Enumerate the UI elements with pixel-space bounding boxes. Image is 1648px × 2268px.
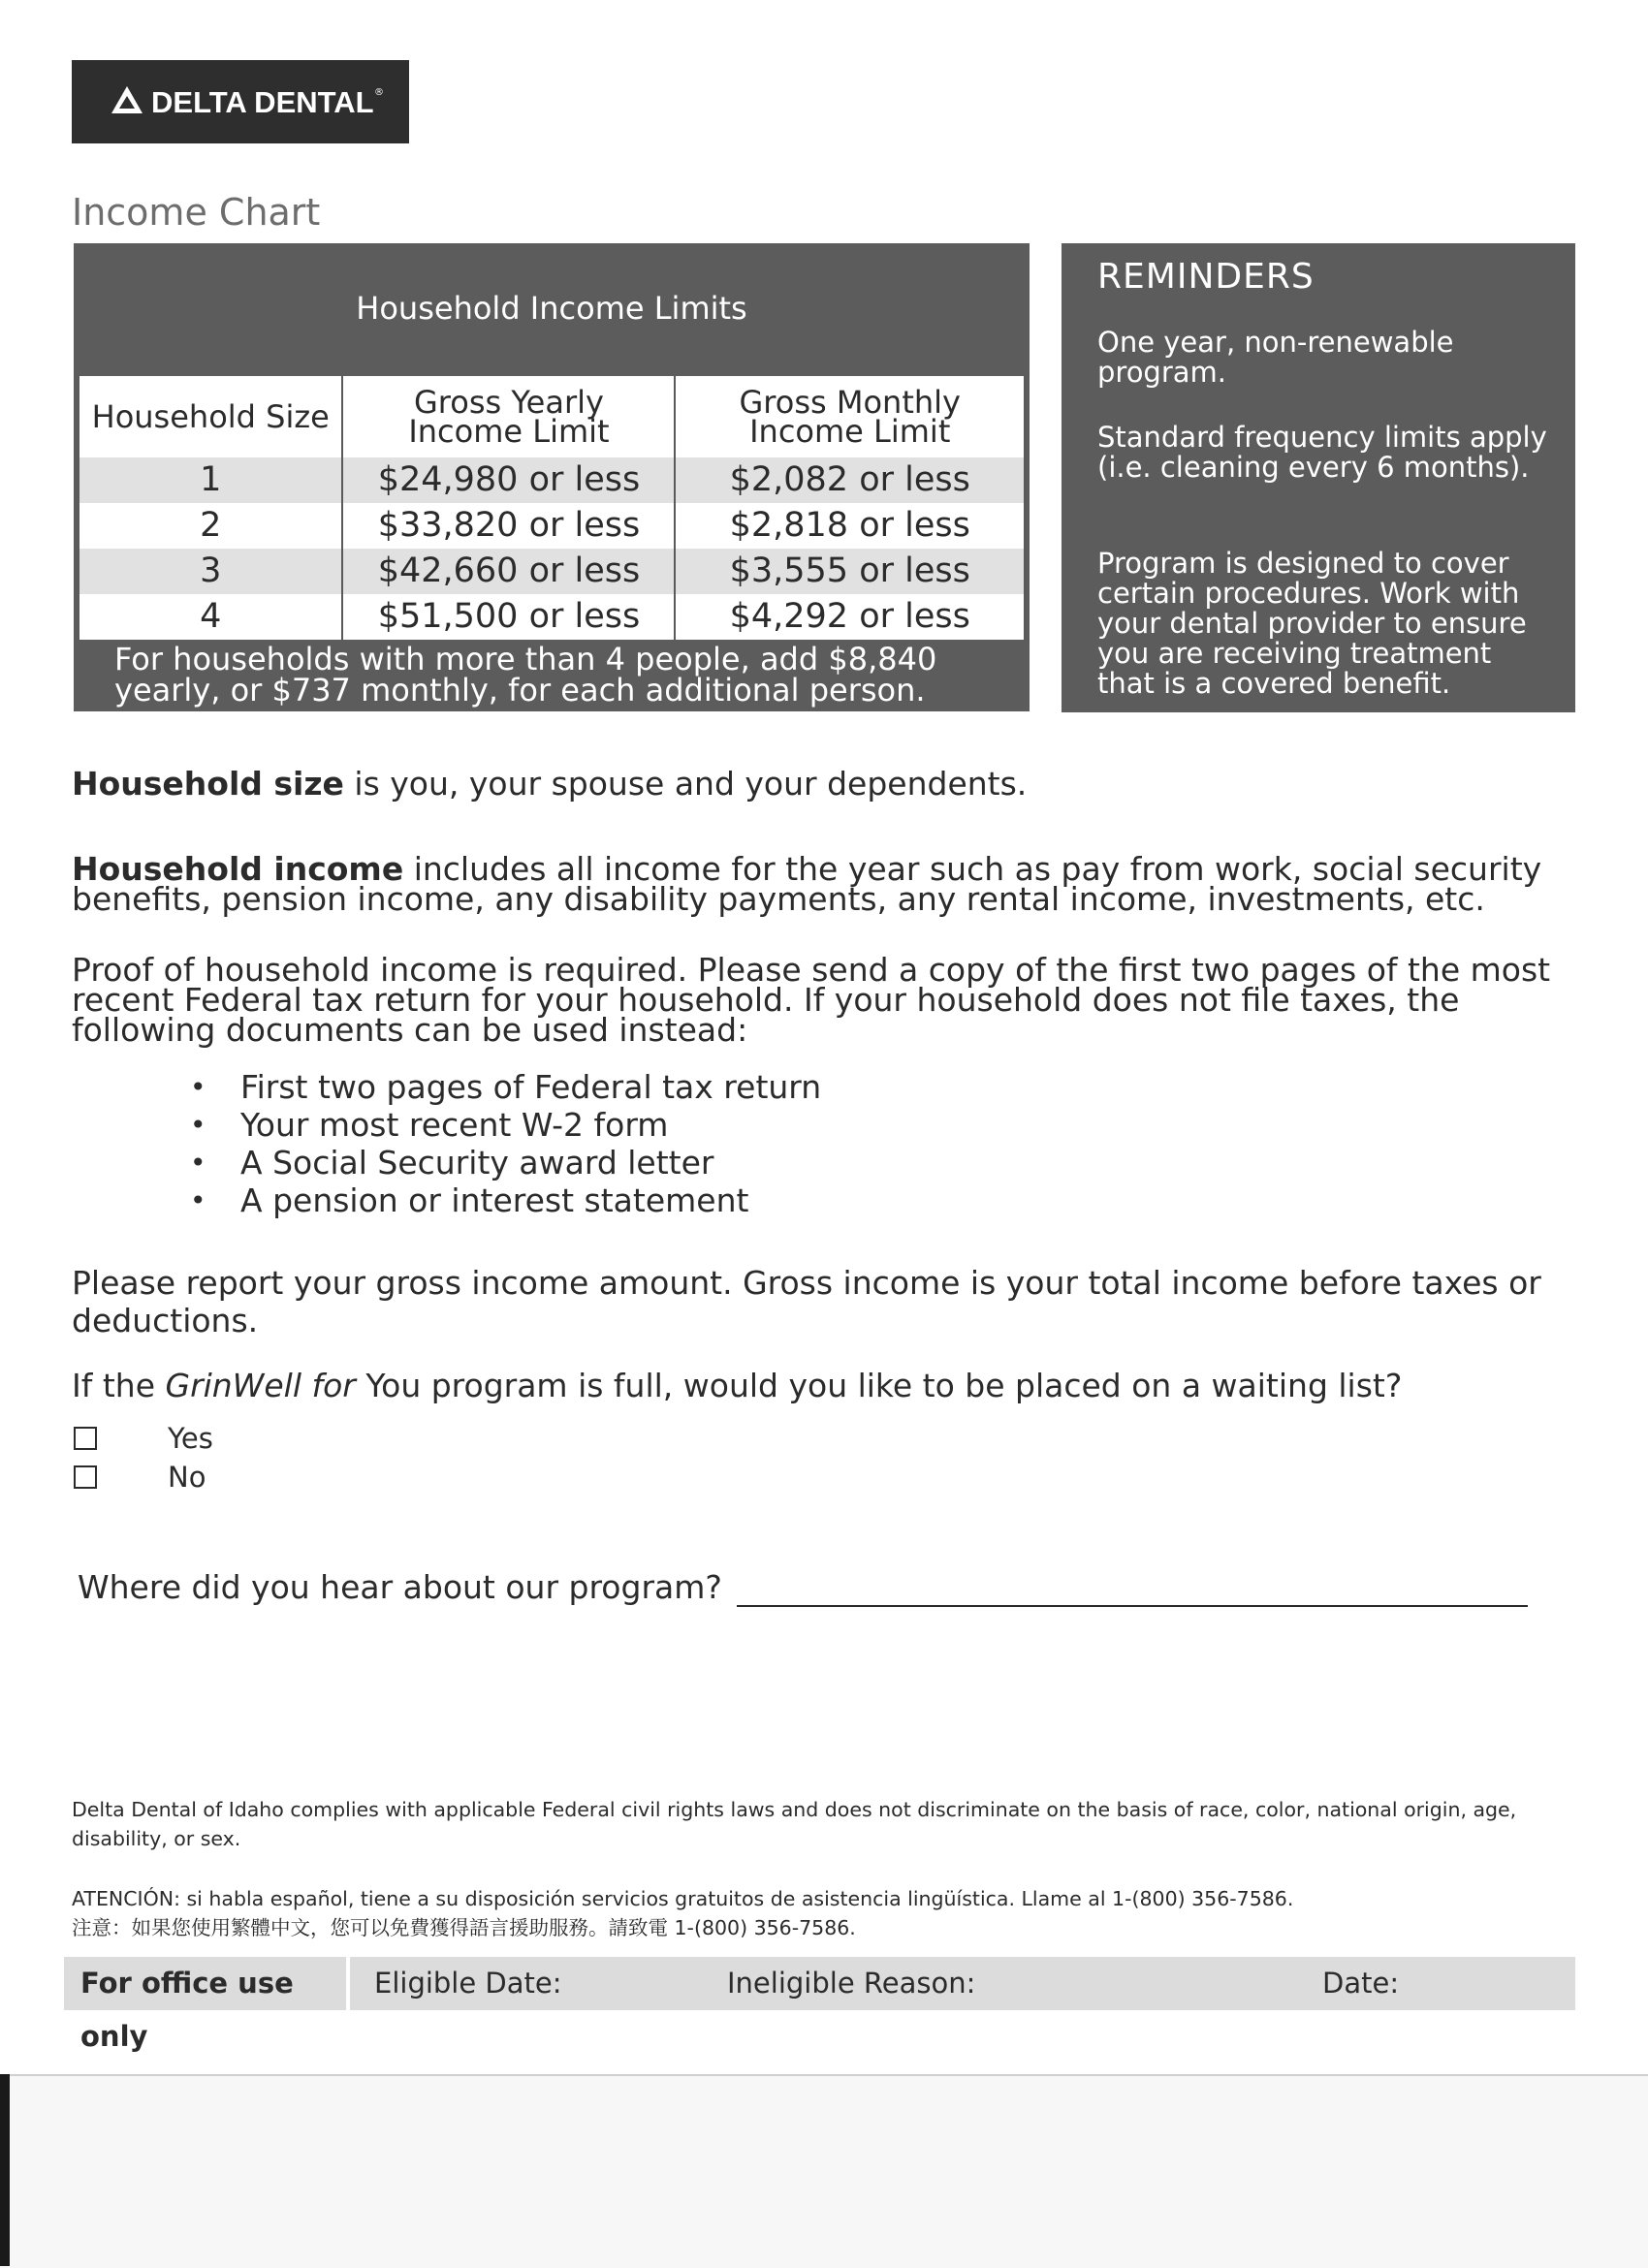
scan-left-shadow (0, 2074, 10, 2266)
reminder-item: Standard frequency limits apply (i.e. cleaning every 6 months). (1097, 421, 1547, 484)
yes-checkbox[interactable] (74, 1427, 97, 1450)
office-use-bar (64, 1957, 1575, 2053)
table-cell: $2,082 or less (675, 457, 1025, 503)
col-gross-yearly: Gross Yearly Income Limit (342, 376, 675, 457)
proof-of-income-paragraph: Proof of household income is required. Please send a copy of the first two pages of the most recent Federal tax return for your household. If your household does not file taxes, the following documents can be used instead: (72, 951, 1551, 1049)
table-cell: $51,500 or less (342, 594, 675, 640)
list-item: • Your most recent W-2 form (190, 1106, 821, 1144)
reminder-item: One year, non-renewable program. (1097, 326, 1454, 389)
waiting-list-question: If the GrinWell for You program is full, would you like to be placed on a waiting list? (72, 1367, 1403, 1404)
delta-dental-logo (72, 60, 409, 143)
program-name: GrinWell for (165, 1367, 356, 1404)
income-table-grid (78, 376, 1026, 640)
yes-label: Yes (168, 1422, 213, 1455)
ineligible-reason-field: Ineligible Reason: (727, 1967, 976, 2000)
table-cell: 3 (79, 549, 342, 594)
delta-triangle-icon (111, 85, 143, 114)
no-checkbox[interactable] (74, 1465, 97, 1489)
table-footer-note: For households with more than 4 people, add $8,840 yearly, or $737 monthly, for each additional person. (114, 641, 937, 709)
eligible-date-field: Eligible Date: (374, 1967, 562, 2000)
list-item: • A pension or interest statement (190, 1181, 821, 1219)
household-size-definition: Household size is you, your spouse and your dependents. (72, 765, 1028, 803)
household-income-term: Household income (72, 850, 404, 888)
spanish-language-notice: ATENCIÓN: si habla español, tiene a su disposición servicios gratuitos de asistencia lingüística. Llame al 1-(800) 356-7586. (72, 1887, 1294, 1910)
registered-mark: ® (374, 87, 384, 98)
table-cell: $4,292 or less (675, 594, 1025, 640)
table-cell: 4 (79, 594, 342, 640)
table-cell: $24,980 or less (342, 457, 675, 503)
list-item: • A Social Security award letter (190, 1144, 821, 1181)
chinese-language-notice: 注意：如果您使用繁體中文，您可以免費獲得語言援助服務。請致電 1-(800) 356-7586. (72, 1916, 856, 1939)
table-cell: $3,555 or less (675, 549, 1025, 594)
no-label: No (168, 1461, 206, 1494)
reminders-title: REMINDERS (1097, 257, 1315, 297)
table-cell: 1 (79, 457, 342, 503)
scan-page-edge (0, 2074, 1648, 2268)
gross-income-paragraph: Please report your gross income amount. Gross income is your total income before taxes or deductions. (72, 1264, 1541, 1339)
nondiscrimination-notice: Delta Dental of Idaho complies with applicable Federal civil rights laws and does not discriminate on the basis of race, color, national origin, age, disability, or sex. (72, 1798, 1517, 1850)
heard-about-question: Where did you hear about our program? (78, 1568, 722, 1606)
table-row (79, 594, 1025, 640)
heard-about-answer-line[interactable] (737, 1605, 1528, 1607)
table-cell: $42,660 or less (342, 549, 675, 594)
reminders-box (1062, 243, 1575, 712)
page-title: Income Chart (72, 191, 321, 234)
col-household-size: Household Size (79, 376, 342, 457)
table-cell: $2,818 or less (675, 503, 1025, 549)
income-limits-table (74, 243, 1030, 711)
table-row (79, 549, 1025, 594)
date-field: Date: (1322, 1967, 1400, 2000)
office-use-label: For office use only (64, 1957, 350, 2010)
list-item: • First two pages of Federal tax return (190, 1068, 821, 1106)
table-row (79, 457, 1025, 503)
household-size-term: Household size (72, 765, 344, 803)
table-row (79, 503, 1025, 549)
reminder-item: Program is designed to cover certain procedures. Work with your dental provider to ensure you are receiving treatment that is a covered benefit. (1097, 547, 1527, 700)
table-cell: 2 (79, 503, 342, 549)
table-header: Household Income Limits (356, 290, 747, 327)
col-gross-monthly: Gross Monthly Income Limit (675, 376, 1025, 457)
logo-wordmark: DELTA DENTAL (151, 85, 374, 119)
table-cell: $33,820 or less (342, 503, 675, 549)
household-income-definition: Household income includes all income for the year such as pay from work, social security benefits, pension income, any disability payments, any rental income, investments, etc. (72, 850, 1542, 918)
documents-list (190, 1068, 821, 1219)
